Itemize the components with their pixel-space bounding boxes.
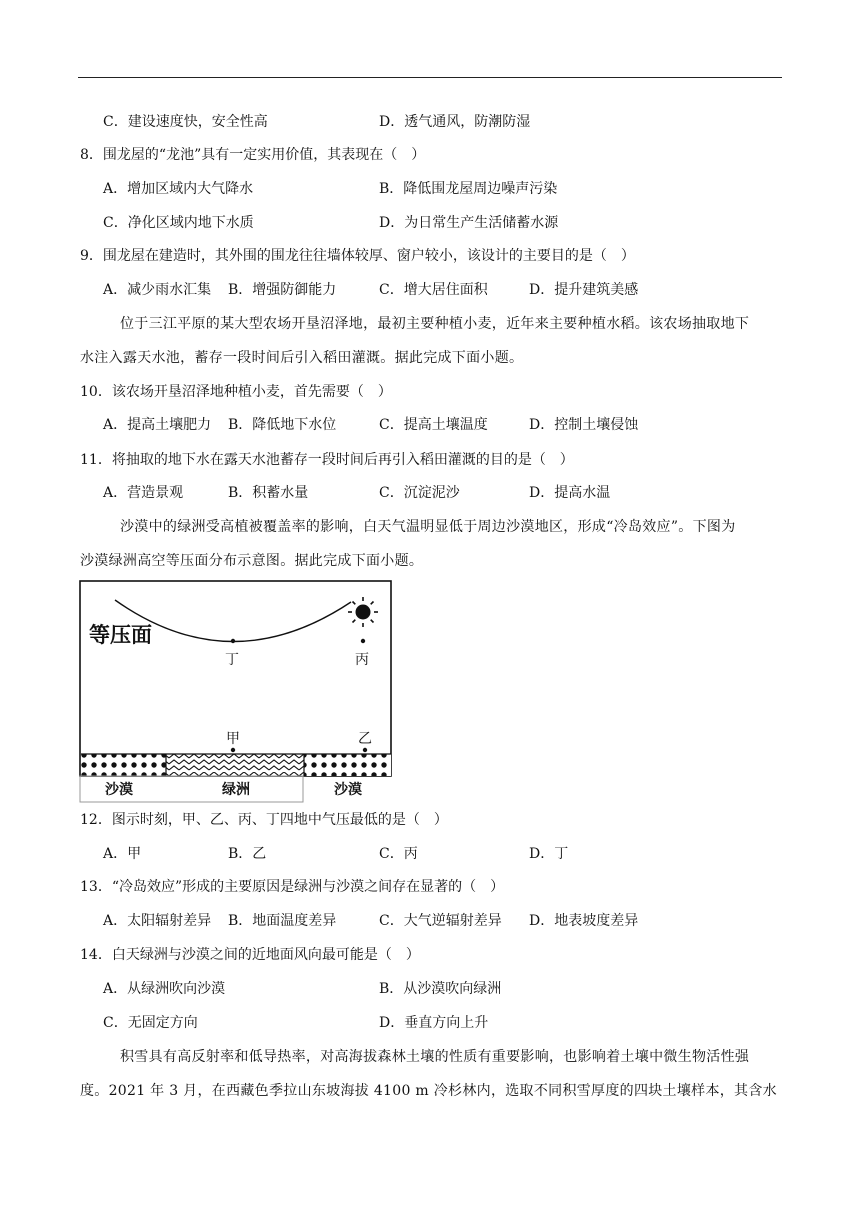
q10-option-c: C．提高土壤温度	[379, 417, 488, 433]
label-desert-right: 沙漠	[334, 782, 362, 798]
q9-option-d: D．提升建筑美感	[529, 282, 639, 298]
label-bing: 丙	[355, 652, 369, 668]
q11-option-a: A．营造景观	[103, 485, 184, 501]
q10-option-d: D．控制土壤侵蚀	[529, 417, 639, 433]
q10-option-b: B．降低地下水位	[228, 417, 337, 433]
header-rule	[78, 77, 782, 78]
label-oasis: 绿洲	[222, 782, 250, 798]
desert-right-ground	[304, 754, 391, 776]
q8-option-a: A．增加区域内大气降水	[103, 181, 254, 197]
q8-stem: 8．围龙屋的“龙池”具有一定实用价值，其表现在（ ）	[80, 147, 426, 163]
q11-option-d: D．提高水温	[529, 485, 611, 501]
q9-option-c: C．增大居住面积	[379, 282, 488, 298]
q12-option-a: A．甲	[103, 846, 142, 862]
q8-option-d: D．为日常生产生活储蓄水源	[379, 215, 559, 231]
q11-stem: 11．将抽取的地下水在露天水池蓄存一段时间后再引入稻田灌溉的目的是（ ）	[80, 452, 574, 468]
q14-option-d: D．垂直方向上升	[379, 1015, 489, 1031]
passage-4-line-1: 积雪具有高反射率和低导热率，对高海拔森林土壤的性质有重要影响，也影响着土壤中微生物活性强	[120, 1049, 750, 1065]
q14-option-a: A．从绿洲吹向沙漠	[103, 981, 226, 997]
q14-stem: 14．白天绿洲与沙漠之间的近地面风向最可能是（ ）	[80, 947, 420, 963]
q10-option-a: A．提高土壤肥力	[103, 417, 212, 433]
passage-3-line-1: 沙漠中的绿洲受高植被覆盖率的影响，白天气温明显低于周边沙漠地区，形成“冷岛效应”。下图为	[120, 519, 736, 535]
q9-option-b: B．增强防御能力	[228, 282, 337, 298]
passage-4-line-2: 度。2021 年 3 月，在西藏色季拉山东坡海拔 4100 m 冷杉林内，选取不同积雪厚度的四块土壤样本，其含水	[80, 1083, 777, 1099]
q11-option-c: C．沉淀泥沙	[379, 485, 460, 501]
q7-option-d: D．透气通风，防潮防湿	[379, 114, 531, 130]
q12-option-d: D．丁	[529, 846, 569, 862]
q12-option-b: B．乙	[228, 846, 267, 862]
q8-option-c: C．净化区域内地下水质	[103, 215, 254, 231]
q10-stem: 10．该农场开垦沼泽地种植小麦，首先需要（ ）	[80, 384, 392, 400]
label-desert-left: 沙漠	[105, 782, 133, 798]
q9-option-a: A．减少雨水汇集	[103, 282, 212, 298]
q8-option-b: B．降低围龙屋周边噪声污染	[379, 181, 558, 197]
q13-option-a: A．太阳辐射差异	[103, 913, 212, 929]
label-ding: 丁	[225, 652, 239, 668]
q14-option-c: C．无固定方向	[103, 1015, 198, 1031]
q11-option-b: B．积蓄水量	[228, 485, 309, 501]
isobar-label: 等压面	[89, 623, 152, 647]
passage-2-line-2: 水注入露天水池，蓄存一段时间后引入稻田灌溉。据此完成下面小题。	[80, 350, 524, 366]
passage-3-line-2: 沙漠绿洲高空等压面分布示意图。据此完成下面小题。	[80, 553, 424, 569]
point-jia	[231, 748, 235, 752]
label-yi: 乙	[358, 731, 372, 747]
sun-icon	[348, 597, 378, 627]
point-bing	[361, 639, 365, 643]
point-ding	[231, 639, 235, 643]
q7-option-c: C．建设速度快，安全性高	[103, 114, 268, 130]
oasis-ground	[166, 754, 304, 776]
point-yi	[363, 748, 367, 752]
desert-left-ground	[81, 754, 166, 776]
q13-stem: 13．“冷岛效应”形成的主要原因是绿洲与沙漠之间存在显著的（ ）	[80, 879, 505, 895]
q13-option-d: D．地表坡度差异	[529, 913, 639, 929]
q12-stem: 12．图示时刻，甲、乙、丙、丁四地中气压最低的是（ ）	[80, 812, 448, 828]
q14-option-b: B．从沙漠吹向绿洲	[379, 981, 502, 997]
passage-2-line-1: 位于三江平原的某大型农场开垦沼泽地，最初主要种植小麦，近年来主要种植水稻。该农场抽取地下	[120, 316, 750, 332]
q13-option-b: B．地面温度差异	[228, 913, 337, 929]
isobar-diagram	[79, 580, 393, 804]
q13-option-c: C．大气逆辐射差异	[379, 913, 502, 929]
label-jia: 甲	[226, 731, 240, 747]
q12-option-c: C．丙	[379, 846, 418, 862]
q9-stem: 9．围龙屋在建造时，其外围的围龙往往墙体较厚、窗户较小，该设计的主要目的是（ ）	[80, 248, 635, 264]
